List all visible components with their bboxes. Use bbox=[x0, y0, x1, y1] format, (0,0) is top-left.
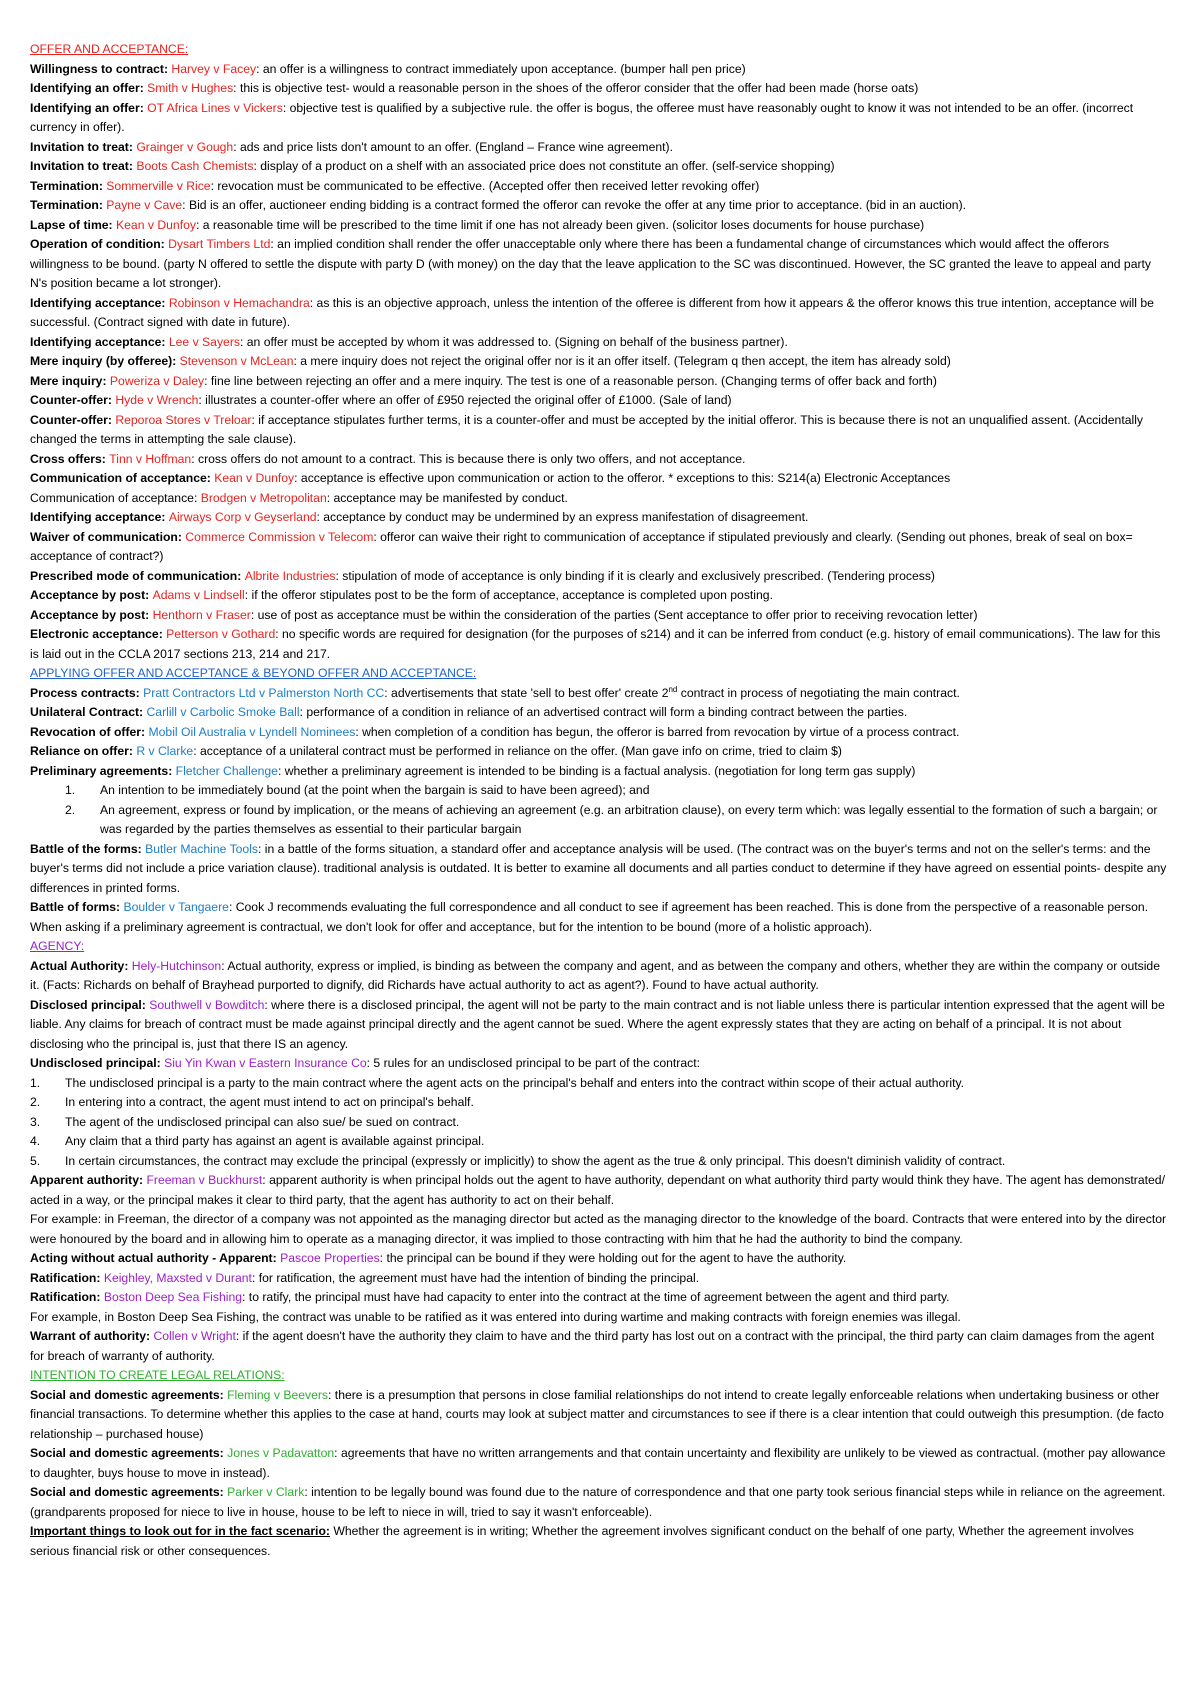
case-name: Reporoa Stores v Treloar bbox=[115, 412, 252, 427]
case-name: Dysart Timbers Ltd bbox=[168, 237, 271, 251]
case-entry: Identifying acceptance: Robinson v Hemachandra: as this is an objective approach, unless the intention of the offeree is different from how it appears & the offeror knows this true intention, acceptance will be successful. (Contract signed with date in future). bbox=[30, 295, 1154, 329]
case-name: Harvey v Facey bbox=[171, 61, 257, 76]
case-name: Adams v Lindsell bbox=[152, 588, 245, 602]
case-name: Boots Cash Chemists bbox=[136, 159, 254, 173]
numbered-item: 3. The agent of the undisclosed principal can also sue/ be sued on contract. bbox=[30, 1114, 460, 1129]
entry-apparent-authority: Apparent authority: Freeman v Buckhurst: apparent authority is when principal holds out the agent to have authority, dependant on what authority third party would think they have. The agent has demonstrated/ acted in a way, or the principal makes it clear to third party, that the agent has authority to act on their behalf. bbox=[30, 1173, 1165, 1207]
case-name: Jones v Padavatton bbox=[227, 1446, 335, 1460]
case-name: Southwell v Bowditch bbox=[149, 997, 265, 1012]
case-name: Stevenson v McLean bbox=[179, 354, 294, 368]
case-entry: Cross offers: Tinn v Hoffman: cross offers do not amount to a contract. This is because there is only two offers, and not acceptance. bbox=[30, 451, 746, 466]
case-entry: Process contracts: Pratt Contractors Ltd v Palmerston North CC: advertisements that state 'sell to best offer' create 2nd contract in process of negotiating the main contract. bbox=[30, 684, 960, 700]
case-entry: Identifying an offer: Smith v Hughes: this is objective test- would a reasonable person in the shoes of the offeror consider that the offer had been made (horse oats) bbox=[30, 81, 919, 95]
case-name: Boulder v Tangaere bbox=[123, 900, 229, 914]
case-name: Keighley, Maxsted v Durant bbox=[103, 1270, 252, 1285]
case-name: Robinson v Hemachandra bbox=[168, 295, 310, 310]
case-entry: Acceptance by post: Henthorn v Fraser: use of post as acceptance must be within the consideration of the parties (Sent acceptance to offer prior to receiving revocation letter) bbox=[30, 607, 978, 622]
case-name: Smith v Hughes bbox=[147, 81, 234, 95]
intention-list bbox=[30, 1386, 1170, 1523]
preliminary-agreement-criteria bbox=[30, 781, 1170, 840]
numbered-item: 4. Any claim that a third party has against an agent is available against principal. bbox=[30, 1134, 485, 1148]
section-heading-intention: INTENTION TO CREATE LEGAL RELATIONS: bbox=[30, 1368, 285, 1382]
case-name: Grainger v Gough bbox=[136, 139, 234, 154]
case-entry: Ratification: Keighley, Maxsted v Durant: for ratification, the agreement must have had the intention of binding the principal. bbox=[30, 1270, 700, 1285]
case-name: Hely-Hutchinson bbox=[131, 958, 222, 973]
case-entry: Waiver of communication: Commerce Commission v Telecom: offeror can waive their right to communication of acceptance if stipulated previously and clearly. (Sending out phones, break of seal on box= acceptance of contract?) bbox=[30, 529, 1133, 563]
case-name: Tinn v Hoffman bbox=[109, 451, 192, 466]
case-entry: Social and domestic agreements: Fleming v Beevers: there is a presumption that persons in close familial relationships do not intend to create legally enforceable relations when undertaking business or other financial transactions. To determine whether this applies to the case at hand, courts may look at subject matter and circumstances to see if there is a clear intention that could outweigh this presumption. (de facto relationship – purchased house) bbox=[30, 1387, 1164, 1441]
case-entry: Preliminary agreements: Fletcher Challenge: whether a preliminary agreement is intended to be binding is a factual analysis. (negotiation for long term gas supply) bbox=[30, 763, 916, 778]
undisclosed-principal-rules bbox=[30, 1074, 1170, 1172]
case-name: Sommerville v Rice bbox=[106, 178, 211, 193]
case-entry: Battle of the forms: Butler Machine Tools: in a battle of the forms situation, a standard offer and acceptance analysis will be used. (The contract was on the buyer's terms and not on the seller's terms: and the buyer's terms did not include a price variation clause). traditional analysis is outdated. It is better to examine all documents and all parties conduct to determine if they have agreed on essential points- despite any differences in printed forms. bbox=[30, 841, 1167, 895]
numbered-item: 2. An agreement, express or found by implication, or the means of achieving an agreement (e.g. an arbitration clause), on every term which: was legally essential to the formation of such a bargain; or was regarded by the parties themselves as essential to their particular bargain bbox=[65, 802, 1158, 836]
case-name: Henthorn v Fraser bbox=[152, 607, 251, 622]
case-entry: Termination: Payne v Cave: Bid is an offer, auctioneer ending bidding is a contract formed the offeror can revoke the offer at any time prior to acceptance. (bid in an auction). bbox=[30, 198, 967, 212]
case-entry: Communication of acceptance: Kean v Dunfoy: acceptance is effective upon communication or action to the offeror. * exceptions to this: S214(a) Electronic Acceptances bbox=[30, 471, 951, 485]
case-name: Commerce Commission v Telecom bbox=[185, 529, 374, 544]
case-name: Airways Corp v Geyserland bbox=[168, 510, 317, 524]
case-name: Hyde v Wrench bbox=[115, 393, 199, 407]
case-name: Fletcher Challenge bbox=[175, 763, 278, 778]
case-name: Carlill v Carbolic Smoke Ball bbox=[146, 705, 300, 719]
case-entry: Prescribed mode of communication: Albrite Industries: stipulation of mode of acceptance is only binding if it is clearly and exclusively prescribed. (Tendering process) bbox=[30, 568, 935, 583]
case-entry: Termination: Sommerville v Rice: revocation must be communicated to be effective. (Accepted offer then received letter revoking offer) bbox=[30, 178, 760, 193]
numbered-item: 1. An intention to be immediately bound (at the point when the bargain is said to have been agreed); and bbox=[65, 783, 650, 797]
applying-list bbox=[30, 684, 1170, 782]
case-entry: Invitation to treat: Boots Cash Chemists: display of a product on a shelf with an associated price does not constitute an offer. (self-service shopping) bbox=[30, 159, 835, 173]
offer-acceptance-list bbox=[30, 60, 1170, 665]
case-entry: Acceptance by post: Adams v Lindsell: if the offeror stipulates post to be the form of acceptance, acceptance is completed upon posting. bbox=[30, 588, 773, 602]
case-name: Freeman v Buckhurst bbox=[146, 1173, 263, 1187]
agency-list-continued bbox=[30, 1249, 1170, 1308]
case-entry: Communication of acceptance: Brodgen v Metropolitan: acceptance may be manifested by conduct. bbox=[30, 490, 568, 505]
case-name: Parker v Clark bbox=[227, 1485, 305, 1499]
case-name: Fleming v Beevers bbox=[227, 1387, 329, 1402]
case-entry: Identifying an offer: OT Africa Lines v Vickers: objective test is qualified by a subjective rule. the offer is bogus, the offeree must have reasonably ought to know it was not intended to be an offer. (incorrect currency in offer). bbox=[30, 100, 1134, 134]
case-name: Petterson v Gothard bbox=[166, 627, 276, 641]
case-name: R v Clarke bbox=[136, 744, 194, 758]
agency-list bbox=[30, 957, 1170, 1074]
case-name: Siu Yin Kwan v Eastern Insurance Co bbox=[164, 1056, 367, 1070]
case-entry: Operation of condition: Dysart Timbers Ltd: an implied condition shall render the offer unacceptable only where there has been a fundamental change of circumstances which would affect the offerors willingness to be bound. (party N offered to settle the dispute with party D (with money) on the day that the leave application to the SC was discontinued. However, the SC granted the leave to appeal and party N's position became a lot stronger). bbox=[30, 237, 1152, 290]
case-entry: Social and domestic agreements: Parker v Clark: intention to be legally bound was found due to the nature of correspondence and that one party took serious financial steps while in reliance on the agreement. (grandparents proposed for niece to live in house, house to be left to niece in will, tried to say it wasn't enforceable). bbox=[30, 1485, 1166, 1519]
case-entry: Lapse of time: Kean v Dunfoy: a reasonable time will be prescribed to the time limit if one has not already been given. (solicitor loses documents for house purchase) bbox=[30, 217, 925, 232]
case-entry: Counter-offer: Reporoa Stores v Treloar: if acceptance stipulates further terms, it is a counter-offer and must be accepted by the initial offeror. This is because there is not an unqualified assent. (Accidentally changed the terms in attempting the sale clause). bbox=[30, 412, 1144, 446]
case-entry: Ratification: Boston Deep Sea Fishing: to ratify, the principal must have had capacity to enter into the contract at the time of agreement between the agent and third party. bbox=[30, 1290, 950, 1304]
entry-warrant-of-authority: Warrant of authority: Collen v Wright: if the agent doesn't have the authority they claim to have and the third party has lost out on a contract with the principal, the third party can claim damages from the agent for breach of warranty of authority. bbox=[30, 1329, 1155, 1363]
case-entry: Identifying acceptance: Airways Corp v Geyserland: acceptance by conduct may be undermined by an express manifestation of disagreement. bbox=[30, 510, 809, 524]
applying-list-continued bbox=[30, 840, 1170, 938]
case-name: Lee v Sayers bbox=[168, 334, 240, 349]
case-entry: Counter-offer: Hyde v Wrench: illustrates a counter-offer where an offer of £950 rejected the original offer of £1000. (Sale of land) bbox=[30, 393, 732, 407]
case-entry: Revocation of offer: Mobil Oil Australia v Lyndell Nominees: when completion of a condition has begun, the offeror is barred from revocation by virtue of a process contract. bbox=[30, 724, 960, 739]
case-name: Payne v Cave bbox=[106, 198, 183, 212]
case-entry: Mere inquiry (by offeree): Stevenson v McLean: a mere inquiry does not reject the original offer nor is it an offer itself. (Telegram q then accept, the item has already sold) bbox=[30, 354, 951, 368]
case-entry: Undisclosed principal: Siu Yin Kwan v Eastern Insurance Co: 5 rules for an undisclosed principal to be part of the contract: bbox=[30, 1056, 700, 1070]
case-name: Brodgen v Metropolitan bbox=[200, 490, 327, 505]
boston-example: For example, in Boston Deep Sea Fishing, the contract was unable to be ratified as it was entered into during wartime and making contracts with foreign enemies was illegal. bbox=[30, 1309, 961, 1324]
case-name: Kean v Dunfoy bbox=[116, 217, 196, 232]
case-name: Butler Machine Tools bbox=[145, 841, 259, 856]
case-name: Boston Deep Sea Fishing bbox=[103, 1290, 243, 1304]
case-entry: Actual Authority: Hely-Hutchinson: Actual authority, express or implied, is binding as between the company and agent, and as between the company and others, whether they are within the company or outside it. (Facts: Richards on behalf of Brayhead purported to dignify, did Richards have actual authority to act as agent?). Found to have actual authority. bbox=[30, 958, 1160, 992]
case-name: Albrite Industries bbox=[244, 568, 336, 583]
case-name: Collen v Wright bbox=[153, 1329, 236, 1343]
case-entry: Mere inquiry: Poweriza v Daley: fine line between rejecting an offer and a mere inquiry. The test is one of a reasonable person. (Changing terms of offer back and forth) bbox=[30, 373, 937, 388]
case-name: Poweriza v Daley bbox=[109, 373, 205, 388]
important-things-heading: Important things to look out for in the fact scenario: bbox=[30, 1524, 330, 1538]
case-entry: Battle of forms: Boulder v Tangaere: Cook J recommends evaluating the full correspondence and all conduct to see if agreement has been reached. This is done from the perspective of a reasonable person. When asking if a preliminary agreement is contractual, we don't look for offer and acceptance, but for the intention to be bound (more of a holistic approach). bbox=[30, 900, 1149, 934]
case-entry: Unilateral Contract: Carlill v Carbolic Smoke Ball: performance of a condition in reliance of an advertised contract will form a binding contract between the parties. bbox=[30, 705, 908, 719]
case-entry: Willingness to contract: Harvey v Facey: an offer is a willingness to contract immediately upon acceptance. (bumper hall pen price) bbox=[30, 61, 746, 76]
case-name: Pratt Contractors Ltd v Palmerston North CC bbox=[143, 685, 385, 700]
section-heading-agency: AGENCY: bbox=[30, 939, 85, 953]
important-things: Important things to look out for in the fact scenario: Whether the agreement is in writing; Whether the agreement involves significant conduct on the behalf of one party, Whether the agreement involves serious financial risk or other consequences. bbox=[30, 1524, 1134, 1558]
numbered-item: 1. The undisclosed principal is a party to the main contract where the agent acts on the principal's behalf and enters into the contract within scope of their actual authority. bbox=[30, 1075, 965, 1090]
case-entry: Reliance on offer: R v Clarke: acceptance of a unilateral contract must be performed in reliance on the offer. (Man gave info on crime, tried to claim $) bbox=[30, 744, 842, 758]
case-entry: Acting without actual authority - Apparent: Pascoe Properties: the principal can be bound if they were holding out for the agent to have the authority. bbox=[30, 1251, 847, 1265]
case-entry: Social and domestic agreements: Jones v Padavatton: agreements that have no written arrangements and that contain uncertainty and flexibility are unlikely to be viewed as contractual. (mother pay allowance to daughter, buys house to move in instead). bbox=[30, 1446, 1166, 1480]
numbered-item: 5. In certain circumstances, the contract may exclude the principal (expressly or implicitly) to show the agent as the true & only principal. This doesn't diminish validity of contract. bbox=[30, 1153, 1006, 1168]
case-entry: Disclosed principal: Southwell v Bowditch: where there is a disclosed principal, the agent will not be party to the main contract and is not liable unless there is particular intention expressed that the agent will be liable. Any claims for breach of contract must be made against principal directly and the agent cannot be sued. Where the agent expressly states that they are acting on behalf of a principal. It is not about disclosing who the principal is, just that there IS an agency. bbox=[30, 997, 1165, 1051]
case-entry: Identifying acceptance: Lee v Sayers: an offer must be accepted by whom it was addressed to. (Signing on behalf of the business partner). bbox=[30, 334, 788, 349]
case-entry: Invitation to treat: Grainger v Gough: ads and price lists don't amount to an offer. (England – France wine agreement). bbox=[30, 139, 673, 154]
numbered-item: 2. In entering into a contract, the agent must intend to act on principal's behalf. bbox=[30, 1095, 474, 1109]
section-heading-offer-acceptance: OFFER AND ACCEPTANCE: bbox=[30, 42, 189, 56]
apparent-authority-example: For example: in Freeman, the director of a company was not appointed as the managing director but acted as the managing director to the knowledge of the board. Contracts that were entered into by the director were honoured by the board and in allowing him to operate as a managing director, it was implied to those contracting with him that he had the authority to bind the company. bbox=[30, 1212, 1167, 1246]
case-name: Mobil Oil Australia v Lyndell Nominees bbox=[148, 724, 356, 739]
case-entry: Electronic acceptance: Petterson v Gothard: no specific words are required for designation (for the purposes of s214) and it can be inferred from conduct (e.g. history of email communications). The law for this is laid out in the CCLA 2017 sections 213, 214 and 217. bbox=[30, 627, 1161, 661]
case-name: OT Africa Lines v Vickers bbox=[147, 100, 283, 115]
section-heading-applying: APPLYING OFFER AND ACCEPTANCE & BEYOND OFFER AND ACCEPTANCE: bbox=[30, 666, 477, 680]
case-name: Kean v Dunfoy bbox=[214, 471, 295, 485]
case-name: Pascoe Properties bbox=[280, 1251, 380, 1265]
